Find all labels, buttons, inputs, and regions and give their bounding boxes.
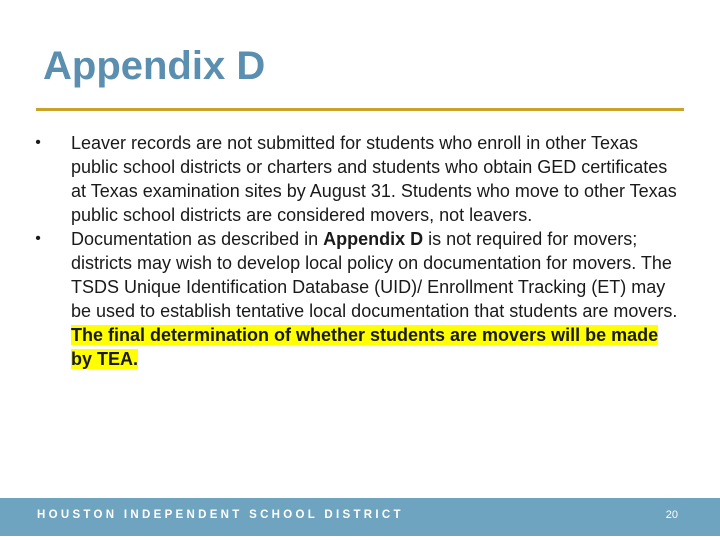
bullet-text-before: Documentation as described in (71, 229, 324, 249)
bullet-icon: • (35, 230, 41, 247)
slide-title: Appendix D (43, 44, 266, 88)
footer-organization: HOUSTON INDEPENDENT SCHOOL DISTRICT (37, 509, 404, 521)
highlighted-statement: The final determination of whether students are movers will be made by TEA. (71, 325, 659, 369)
footer-bar (0, 498, 720, 536)
title-divider (36, 108, 684, 111)
bullet-bold-term: Appendix D (323, 229, 424, 249)
bullet-item-documentation (30, 227, 680, 371)
bullet-icon: • (35, 134, 41, 151)
page-number: 20 (665, 509, 678, 521)
bullet-text: Leaver records are not submitted for students who enroll in other Texas public school districts or charters and students who obtain GED certificates at Texas examination sites by August 31. Students who move to other Texas public school districts are considered movers, not leavers. (71, 133, 677, 225)
bullet-list (30, 131, 680, 371)
bullet-item-leaver-records (30, 131, 680, 227)
bullet-text-after: is not required for movers; districts may wish to develop local policy on documentation for movers. The TSDS Unique Identification Database (UID)/ Enrollment Tracking (ET) may be used to establish tentative local documentation that students are movers. (71, 229, 678, 321)
